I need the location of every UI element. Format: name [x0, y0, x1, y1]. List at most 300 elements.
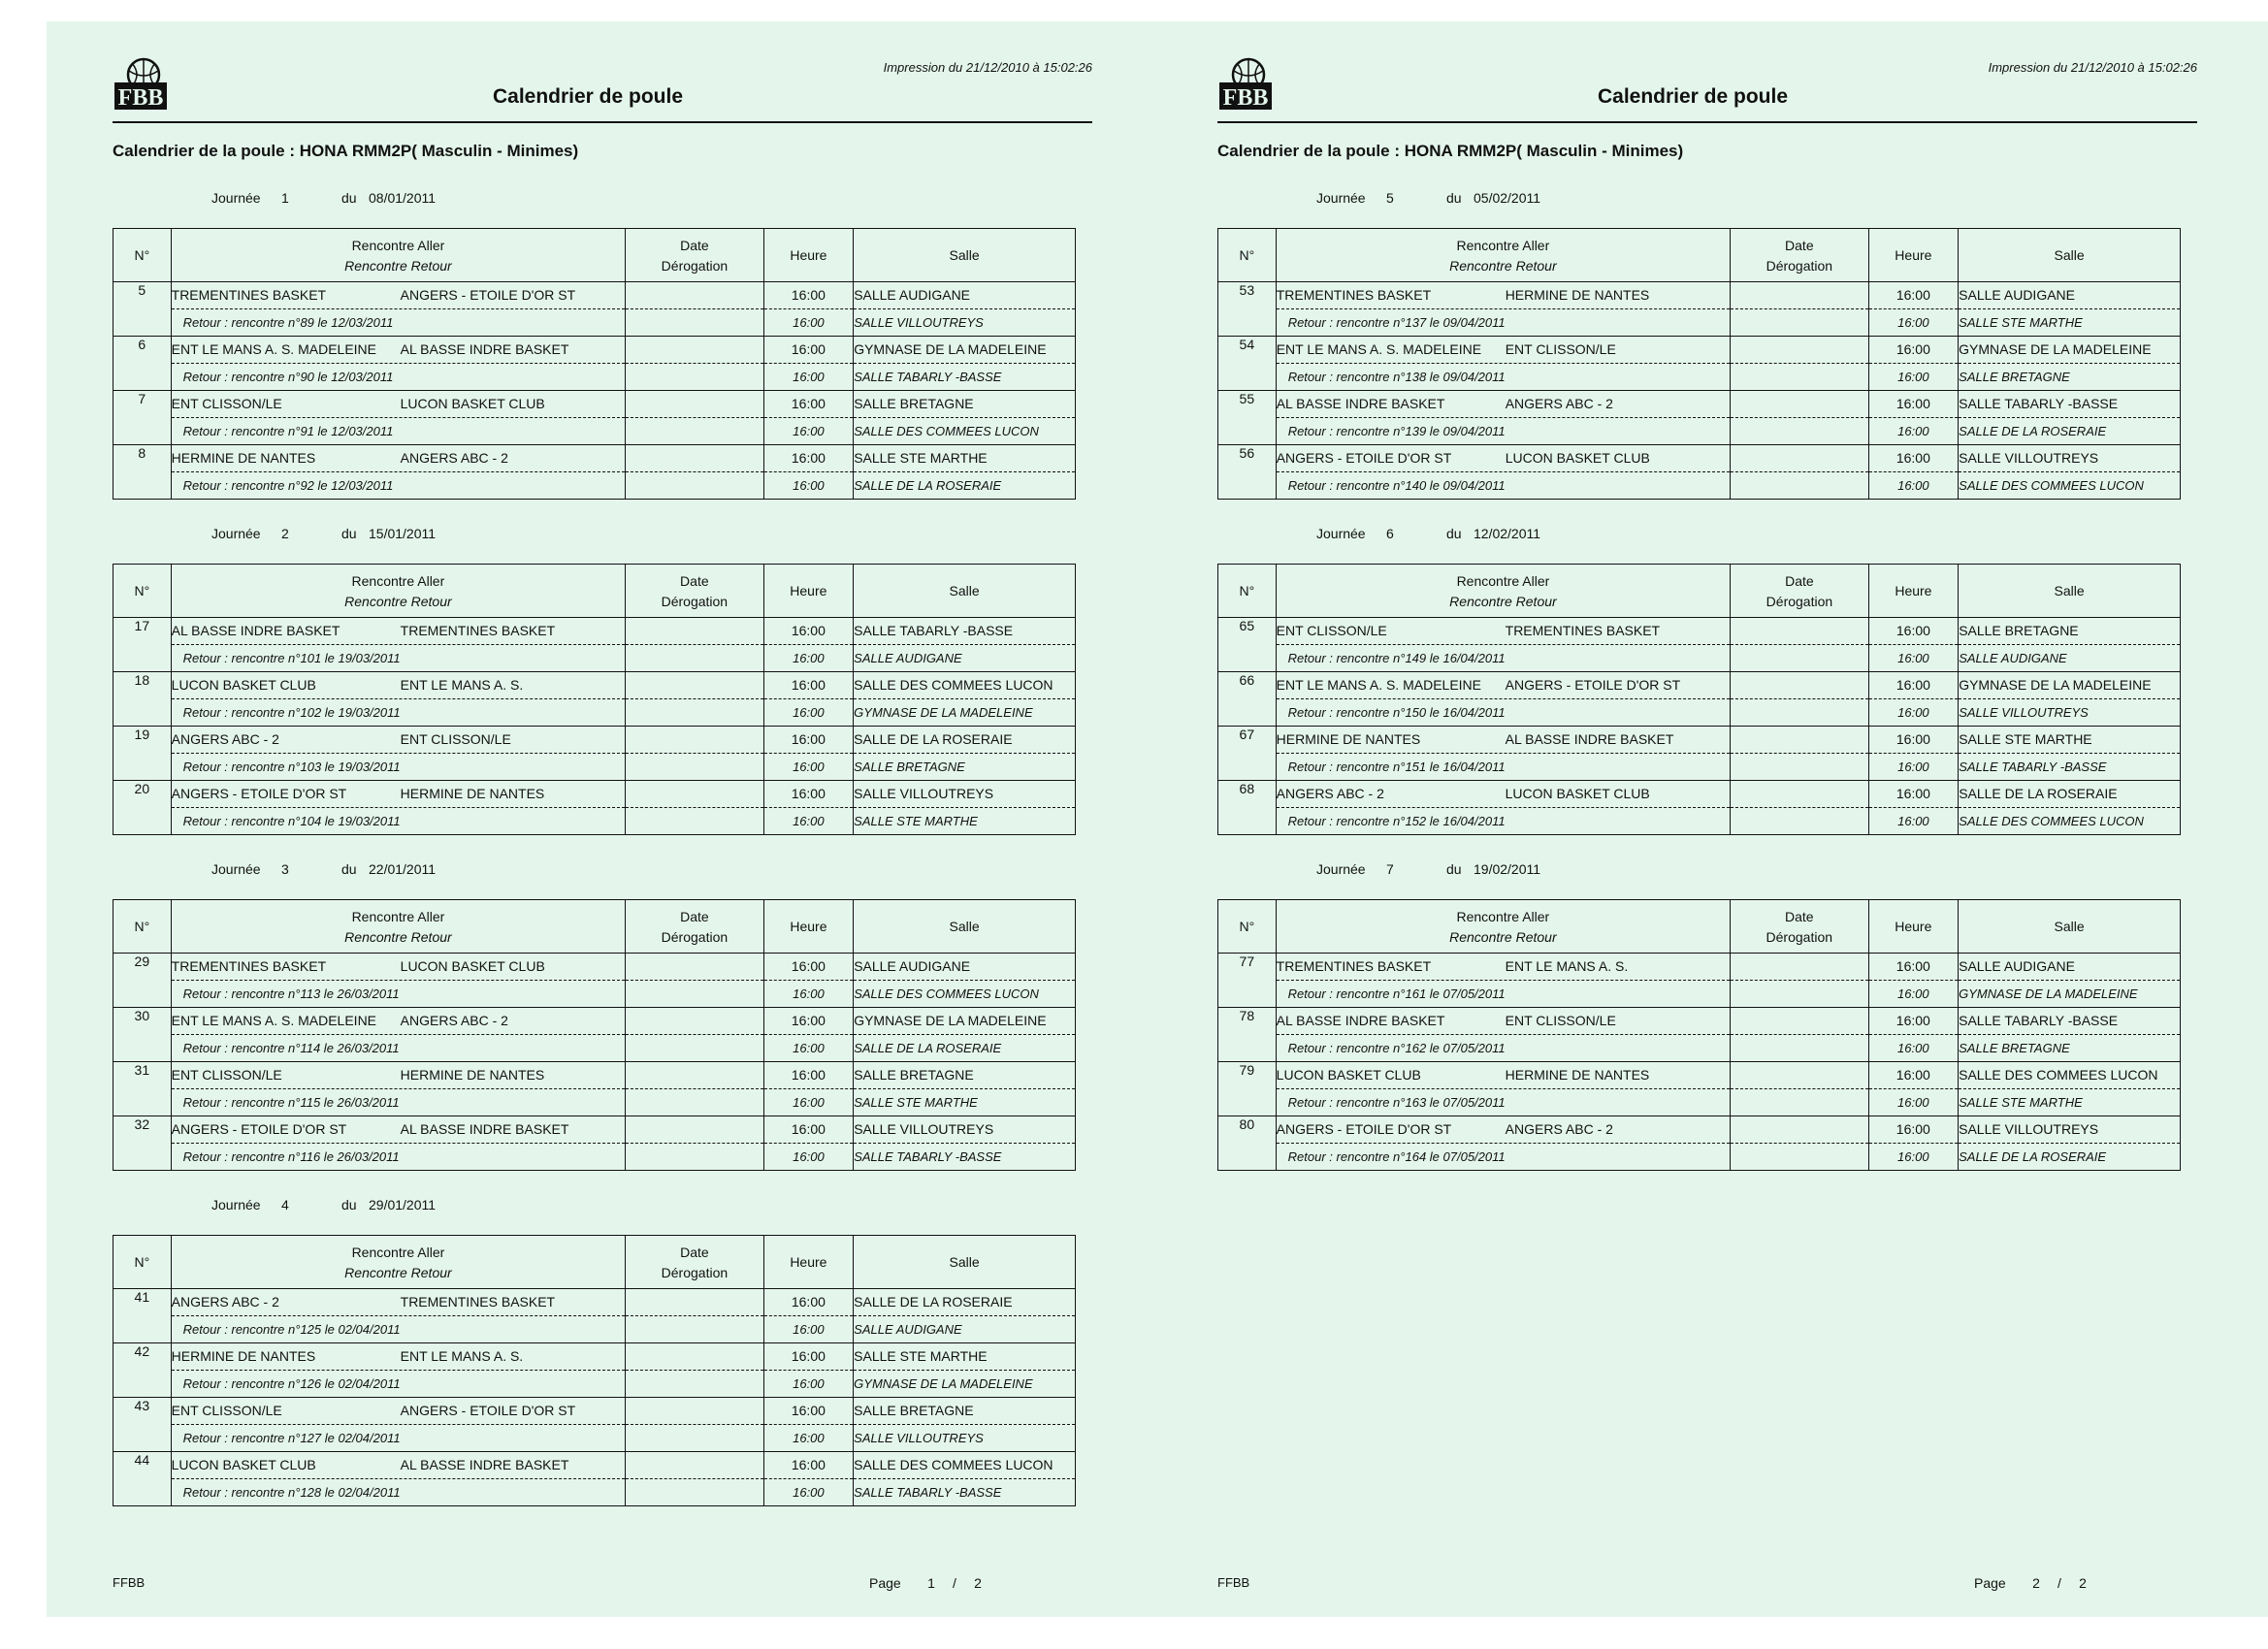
venue-retour: SALLE STE MARTHE: [854, 814, 978, 828]
table-header-row: [113, 900, 1076, 954]
away-team: TREMENTINES BASKET: [400, 623, 556, 638]
venue-aller: GYMNASE DE LA MADELEINE: [854, 337, 1075, 364]
match-number: 20: [113, 781, 172, 835]
ffbb-logo-icon: [1217, 55, 1274, 112]
journee-label: Journée: [211, 1197, 261, 1212]
match-teams: [1276, 1008, 1730, 1062]
derogation-retour: [1731, 1035, 1867, 1061]
derogation-cell: [626, 727, 763, 781]
page-current: 1: [927, 1575, 935, 1591]
col-match-aller: Rencontre Aller: [1456, 572, 1550, 589]
derogation-retour: [1731, 364, 1867, 390]
journee-label: Journée: [1316, 526, 1366, 541]
venue-aller: SALLE AUDIGANE: [854, 282, 1075, 309]
journee-label: Journée: [1316, 190, 1366, 206]
venue-cell: [854, 618, 1076, 672]
svg-text:FBB: FBB: [117, 85, 164, 111]
table-row: [113, 781, 1076, 835]
home-team: ANGERS - ETOILE D'OR ST: [1276, 1121, 1452, 1137]
derogation-retour: [1731, 981, 1867, 1007]
match-teams: [1276, 727, 1731, 781]
match-retour: Retour : rencontre n°115 le 26/03/2011: [182, 1095, 400, 1110]
home-team: HERMINE DE NANTES: [1276, 731, 1421, 747]
derogation-cell: [1731, 1062, 1868, 1116]
derogation-retour: [626, 1479, 762, 1505]
derogation-retour: [1731, 1089, 1867, 1116]
match-teams: [171, 1398, 626, 1452]
schedule-table: [113, 228, 1076, 500]
col-salle: [854, 1236, 1076, 1289]
time-cell: [763, 954, 854, 1008]
col-match-aller: Rencontre Aller: [351, 237, 445, 253]
match-teams: [171, 954, 626, 1008]
away-team: LUCON BASKET CLUB: [400, 396, 545, 411]
journee-date: 19/02/2011: [1474, 861, 1541, 877]
table-header-row: [1218, 565, 2181, 618]
home-team: TREMENTINES BASKET: [1276, 958, 1432, 974]
venue-retour: SALLE DE LA ROSERAIE: [854, 1041, 1002, 1055]
home-team: HERMINE DE NANTES: [171, 450, 316, 466]
derogation-aller: [626, 1452, 762, 1479]
derogation-retour: [626, 754, 762, 780]
col-heure: [763, 565, 854, 618]
derogation-retour: [626, 309, 762, 336]
col-match-retour: Rencontre Retour: [344, 1264, 452, 1280]
home-team: ENT CLISSON/LE: [1276, 623, 1387, 638]
venue-aller: GYMNASE DE LA MADELEINE: [1959, 337, 2180, 364]
home-team: ENT CLISSON/LE: [171, 1403, 282, 1418]
derogation-aller: [626, 1289, 762, 1316]
venue-retour: SALLE DES COMMEES LUCON: [1959, 478, 2144, 493]
match-number: 78: [1218, 1008, 1277, 1062]
col-match-aller: Rencontre Aller: [1456, 908, 1550, 924]
time-aller: 16:00: [1869, 391, 1959, 418]
home-team: ANGERS ABC - 2: [171, 1294, 279, 1310]
journee-du: du: [1446, 861, 1462, 877]
derogation-cell: [1731, 672, 1868, 727]
derogation-cell: [626, 391, 763, 445]
col-salle: [854, 900, 1076, 954]
col-derog: [626, 565, 763, 618]
time-cell: [763, 445, 854, 500]
match-aller: [1277, 781, 1731, 808]
match-aller: [172, 445, 626, 472]
match-retour: Retour : rencontre n°103 le 19/03/2011: [182, 760, 401, 774]
away-team: ANGERS ABC - 2: [400, 1013, 508, 1028]
derogation-aller: [626, 672, 762, 699]
time-retour: 16:00: [793, 1485, 825, 1500]
time-cell: [763, 282, 854, 337]
col-num-label: N°: [134, 919, 150, 934]
away-team: HERMINE DE NANTES: [400, 1067, 545, 1083]
venue-cell: [1959, 781, 2181, 835]
match-aller: [172, 618, 625, 645]
away-team: AL BASSE INDRE BASKET: [400, 1457, 569, 1472]
venue-cell: [854, 391, 1076, 445]
col-heure: [1868, 229, 1959, 282]
match-aller: [172, 1398, 626, 1425]
derogation-cell: [626, 1452, 763, 1506]
col-match-retour: Rencontre Retour: [1449, 257, 1557, 274]
derogation-retour: [1731, 754, 1867, 780]
away-team: LUCON BASKET CLUB: [400, 958, 545, 974]
time-retour: 16:00: [793, 1322, 825, 1337]
home-team: ENT CLISSON/LE: [171, 396, 282, 411]
venue-aller: SALLE VILLOUTREYS: [854, 1116, 1075, 1144]
derogation-retour: [1731, 645, 1867, 671]
page-title: Calendrier de poule: [492, 85, 684, 108]
match-aller: [1277, 1008, 1730, 1035]
venue-cell: [1959, 337, 2181, 391]
time-aller: 16:00: [1869, 282, 1959, 309]
table-header-row: [1218, 900, 2181, 954]
col-derog-label: Dérogation: [661, 1264, 729, 1280]
col-match-retour: Rencontre Retour: [344, 928, 452, 945]
match-teams: [171, 391, 626, 445]
schedule-table: [1217, 228, 2181, 500]
home-team: TREMENTINES BASKET: [1276, 287, 1432, 303]
home-team: AL BASSE INDRE BASKET: [1276, 396, 1445, 411]
match-retour: Retour : rencontre n°89 le 12/03/2011: [182, 315, 394, 330]
match-teams: [1276, 337, 1730, 391]
derogation-aller: [626, 445, 762, 472]
match-aller: [172, 1062, 626, 1089]
match-teams: [171, 1452, 626, 1506]
venue-cell: [854, 1289, 1076, 1343]
match-retour: Retour : rencontre n°113 le 26/03/2011: [182, 986, 400, 1001]
home-team: ENT LE MANS A. S. MADELEINE: [171, 1013, 377, 1028]
col-heure: [1868, 565, 1959, 618]
away-team: LUCON BASKET CLUB: [1505, 450, 1650, 466]
derogation-retour: [626, 418, 762, 444]
col-heure: [763, 900, 854, 954]
match-teams: [171, 727, 625, 781]
ffbb-logo-icon: [113, 55, 169, 112]
derogation-cell: [626, 445, 763, 500]
match-number: 41: [113, 1289, 172, 1343]
journee-label: Journée: [1316, 861, 1366, 877]
time-retour: 16:00: [793, 315, 825, 330]
venue-retour: SALLE BRETAGNE: [1959, 370, 2070, 384]
venue-aller: SALLE STE MARTHE: [854, 1343, 1075, 1371]
match-number: 55: [1218, 391, 1277, 445]
col-derog: [626, 1236, 763, 1289]
table-header-row: [1218, 229, 2181, 282]
match-aller: [1277, 282, 1730, 309]
match-teams: [171, 672, 625, 727]
match-aller: [1277, 445, 1730, 472]
col-num-label: N°: [134, 247, 150, 263]
col-match-aller: Rencontre Aller: [351, 1244, 445, 1260]
venue-aller: SALLE BRETAGNE: [1959, 618, 2180, 645]
col-salle-label: Salle: [2054, 583, 2085, 598]
schedule-table: [113, 1235, 1076, 1506]
derogation-aller: [1731, 781, 1867, 808]
derogation-aller: [1731, 1062, 1867, 1089]
away-team: AL BASSE INDRE BASKET: [1505, 731, 1674, 747]
col-match-retour: Rencontre Retour: [1449, 593, 1557, 609]
venue-aller: SALLE DE LA ROSERAIE: [854, 1289, 1075, 1316]
match-teams: [171, 282, 626, 337]
col-match: [171, 565, 625, 618]
title-rule: [113, 121, 1092, 123]
match-aller: [1277, 954, 1730, 981]
time-aller: 16:00: [1869, 672, 1959, 699]
home-team: AL BASSE INDRE BASKET: [1276, 1013, 1445, 1028]
derogation-cell: [626, 1116, 763, 1171]
table-row: [1218, 1116, 2181, 1171]
col-num-label: N°: [1239, 919, 1255, 934]
col-heure-label: Heure: [1895, 919, 1932, 934]
derogation-cell: [1731, 337, 1868, 391]
match-number: 80: [1218, 1116, 1277, 1171]
col-match: [171, 900, 626, 954]
away-team: ANGERS - ETOILE D'OR ST: [400, 287, 576, 303]
time-cell: [1868, 618, 1959, 672]
venue-cell: [854, 282, 1076, 337]
match-number: 44: [113, 1452, 172, 1506]
col-heure-label: Heure: [1895, 247, 1932, 263]
venue-retour: SALLE DES COMMEES LUCON: [854, 424, 1039, 438]
table-row: [1218, 781, 2181, 835]
col-match-retour: Rencontre Retour: [1449, 928, 1557, 945]
journee-date: 05/02/2011: [1474, 190, 1541, 206]
col-derog: [626, 900, 763, 954]
match-number: 7: [113, 391, 172, 445]
derogation-aller: [626, 1343, 762, 1371]
time-cell: [763, 1398, 854, 1452]
time-aller: 16:00: [1869, 1008, 1959, 1035]
match-retour: Retour : rencontre n°127 le 02/04/2011: [182, 1431, 401, 1445]
venue-aller: SALLE BRETAGNE: [854, 1062, 1075, 1089]
derogation-aller: [1731, 954, 1867, 981]
match-retour: Retour : rencontre n°161 le 07/05/2011: [1287, 986, 1506, 1001]
derogation-cell: [1731, 618, 1868, 672]
time-aller: 16:00: [764, 781, 854, 808]
venue-retour: SALLE TABARLY -BASSE: [854, 1149, 1002, 1164]
derogation-aller: [626, 727, 762, 754]
journee-date: 22/01/2011: [369, 861, 437, 877]
derogation-cell: [1731, 727, 1868, 781]
journee-du: du: [341, 861, 357, 877]
home-team: ANGERS ABC - 2: [1276, 786, 1384, 801]
venue-retour: SALLE DE LA ROSERAIE: [1959, 424, 2107, 438]
time-aller: 16:00: [764, 1452, 854, 1479]
time-cell: [1868, 727, 1959, 781]
col-derog-date: Date: [1785, 908, 1814, 924]
match-teams: [1276, 1116, 1730, 1171]
time-aller: 16:00: [764, 445, 854, 472]
time-retour: 16:00: [793, 1041, 825, 1055]
time-cell: [1868, 445, 1959, 500]
venue-cell: [854, 727, 1076, 781]
col-salle: [1959, 229, 2181, 282]
match-aller: [1277, 618, 1731, 645]
table-row: [1218, 1008, 2181, 1062]
time-retour: 16:00: [1897, 1149, 1929, 1164]
journee-number: 2: [281, 526, 289, 541]
journee-du: du: [341, 526, 357, 541]
venue-retour: SALLE VILLOUTREYS: [854, 315, 984, 330]
match-number: 66: [1218, 672, 1277, 727]
derogation-retour: [626, 1035, 762, 1061]
venue-cell: [854, 1452, 1076, 1506]
derogation-aller: [1731, 282, 1867, 309]
journee-number: 7: [1386, 861, 1394, 877]
derogation-aller: [1731, 727, 1867, 754]
time-retour: 16:00: [1897, 370, 1929, 384]
derogation-retour: [1731, 309, 1867, 336]
derogation-cell: [1731, 391, 1868, 445]
away-team: ENT CLISSON/LE: [400, 731, 511, 747]
derogation-retour: [626, 1089, 762, 1116]
time-aller: 16:00: [764, 672, 854, 699]
venue-cell: [1959, 672, 2181, 727]
derogation-aller: [626, 618, 762, 645]
col-derog-date: Date: [680, 572, 709, 589]
col-salle-label: Salle: [949, 247, 980, 263]
col-derog-label: Dérogation: [1766, 257, 1833, 274]
time-retour: 16:00: [793, 478, 825, 493]
time-aller: 16:00: [764, 1008, 854, 1035]
derogation-aller: [1731, 1008, 1867, 1035]
match-teams: [1276, 781, 1731, 835]
table-row: [1218, 1062, 2181, 1116]
match-aller: [172, 1116, 626, 1144]
col-heure-label: Heure: [790, 1254, 827, 1270]
derogation-cell: [626, 618, 763, 672]
schedule-table: [1217, 564, 2181, 835]
col-num-label: N°: [134, 1254, 150, 1270]
table-header-row: [113, 565, 1076, 618]
venue-aller: GYMNASE DE LA MADELEINE: [854, 1008, 1075, 1035]
match-teams: [171, 337, 626, 391]
time-cell: [763, 1343, 854, 1398]
match-aller: [172, 672, 625, 699]
derogation-cell: [1731, 954, 1868, 1008]
time-retour: 16:00: [793, 424, 825, 438]
time-cell: [763, 1452, 854, 1506]
venue-retour: SALLE DES COMMEES LUCON: [1959, 814, 2144, 828]
venue-retour: SALLE AUDIGANE: [854, 1322, 962, 1337]
away-team: ANGERS ABC - 2: [1505, 396, 1613, 411]
table-row: [113, 282, 1076, 337]
derogation-aller: [1731, 672, 1867, 699]
venue-aller: SALLE TABARLY -BASSE: [854, 618, 1075, 645]
page-number: [869, 1575, 989, 1591]
match-aller: [172, 337, 626, 364]
away-team: HERMINE DE NANTES: [400, 786, 545, 801]
time-aller: 16:00: [764, 954, 854, 981]
derogation-retour: [626, 808, 762, 834]
match-teams: [1276, 672, 1731, 727]
venue-retour: SALLE VILLOUTREYS: [1959, 705, 2089, 720]
venue-aller: SALLE STE MARTHE: [854, 445, 1075, 472]
table-row: [113, 618, 1076, 672]
journee-label: Journée: [211, 861, 261, 877]
page-2: [1217, 21, 2197, 1617]
time-aller: 16:00: [764, 1343, 854, 1371]
col-match-aller: Rencontre Aller: [351, 572, 445, 589]
derogation-aller: [626, 954, 762, 981]
time-cell: [1868, 672, 1959, 727]
journee-number: 5: [1386, 190, 1394, 206]
home-team: ANGERS - ETOILE D'OR ST: [171, 786, 347, 801]
match-aller: [1277, 727, 1731, 754]
venue-aller: SALLE AUDIGANE: [854, 954, 1075, 981]
journee-number: 1: [281, 190, 289, 206]
time-retour: 16:00: [1897, 478, 1929, 493]
match-number: 43: [113, 1398, 172, 1452]
time-cell: [763, 1289, 854, 1343]
time-retour: 16:00: [793, 705, 825, 720]
time-aller: 16:00: [1869, 727, 1959, 754]
match-teams: [171, 445, 626, 500]
venue-aller: SALLE VILLOUTREYS: [854, 781, 1075, 808]
derogation-aller: [1731, 1116, 1867, 1144]
col-heure-label: Heure: [1895, 583, 1932, 598]
match-teams: [171, 1008, 626, 1062]
journee-heading: [211, 861, 436, 877]
venue-cell: [1959, 1116, 2181, 1171]
match-number: 56: [1218, 445, 1277, 500]
venue-retour: SALLE AUDIGANE: [1959, 651, 2067, 665]
match-aller: [1277, 1062, 1730, 1089]
page-current: 2: [2032, 1575, 2040, 1591]
schedule-table: [113, 564, 1076, 835]
time-retour: 16:00: [793, 651, 825, 665]
match-number: 68: [1218, 781, 1277, 835]
derogation-retour: [626, 1425, 762, 1451]
match-aller: [1277, 391, 1730, 418]
match-teams: [1276, 954, 1730, 1008]
derogation-retour: [1731, 418, 1867, 444]
derogation-aller: [626, 282, 762, 309]
page-label: Page: [869, 1575, 901, 1591]
derogation-aller: [626, 1116, 762, 1144]
journee-du: du: [341, 1197, 357, 1212]
venue-aller: SALLE VILLOUTREYS: [1959, 1116, 2180, 1144]
col-salle-label: Salle: [949, 919, 980, 934]
col-num-label: N°: [134, 583, 150, 598]
venue-aller: SALLE TABARLY -BASSE: [1959, 1008, 2180, 1035]
match-teams: [1276, 618, 1731, 672]
journee-date: 15/01/2011: [369, 526, 437, 541]
home-team: TREMENTINES BASKET: [171, 958, 327, 974]
venue-retour: SALLE STE MARTHE: [1959, 1095, 2083, 1110]
col-heure: [763, 1236, 854, 1289]
col-num: [1218, 565, 1277, 618]
derogation-retour: [626, 981, 762, 1007]
derogation-cell: [1731, 282, 1868, 337]
footer-org: FFBB: [1217, 1575, 1250, 1590]
time-retour: 16:00: [793, 1149, 825, 1164]
match-number: 30: [113, 1008, 172, 1062]
table-row: [113, 1116, 1076, 1171]
table-row: [113, 1398, 1076, 1452]
derogation-retour: [1731, 1144, 1867, 1170]
derogation-cell: [626, 954, 763, 1008]
col-match: [1276, 900, 1730, 954]
col-salle: [1959, 565, 2181, 618]
table-row: [1218, 445, 2181, 500]
home-team: ANGERS - ETOILE D'OR ST: [171, 1121, 347, 1137]
match-number: 8: [113, 445, 172, 500]
venue-retour: SALLE STE MARTHE: [1959, 315, 2083, 330]
venue-cell: [854, 1008, 1076, 1062]
home-team: ANGERS ABC - 2: [171, 731, 279, 747]
derogation-cell: [1731, 1008, 1868, 1062]
